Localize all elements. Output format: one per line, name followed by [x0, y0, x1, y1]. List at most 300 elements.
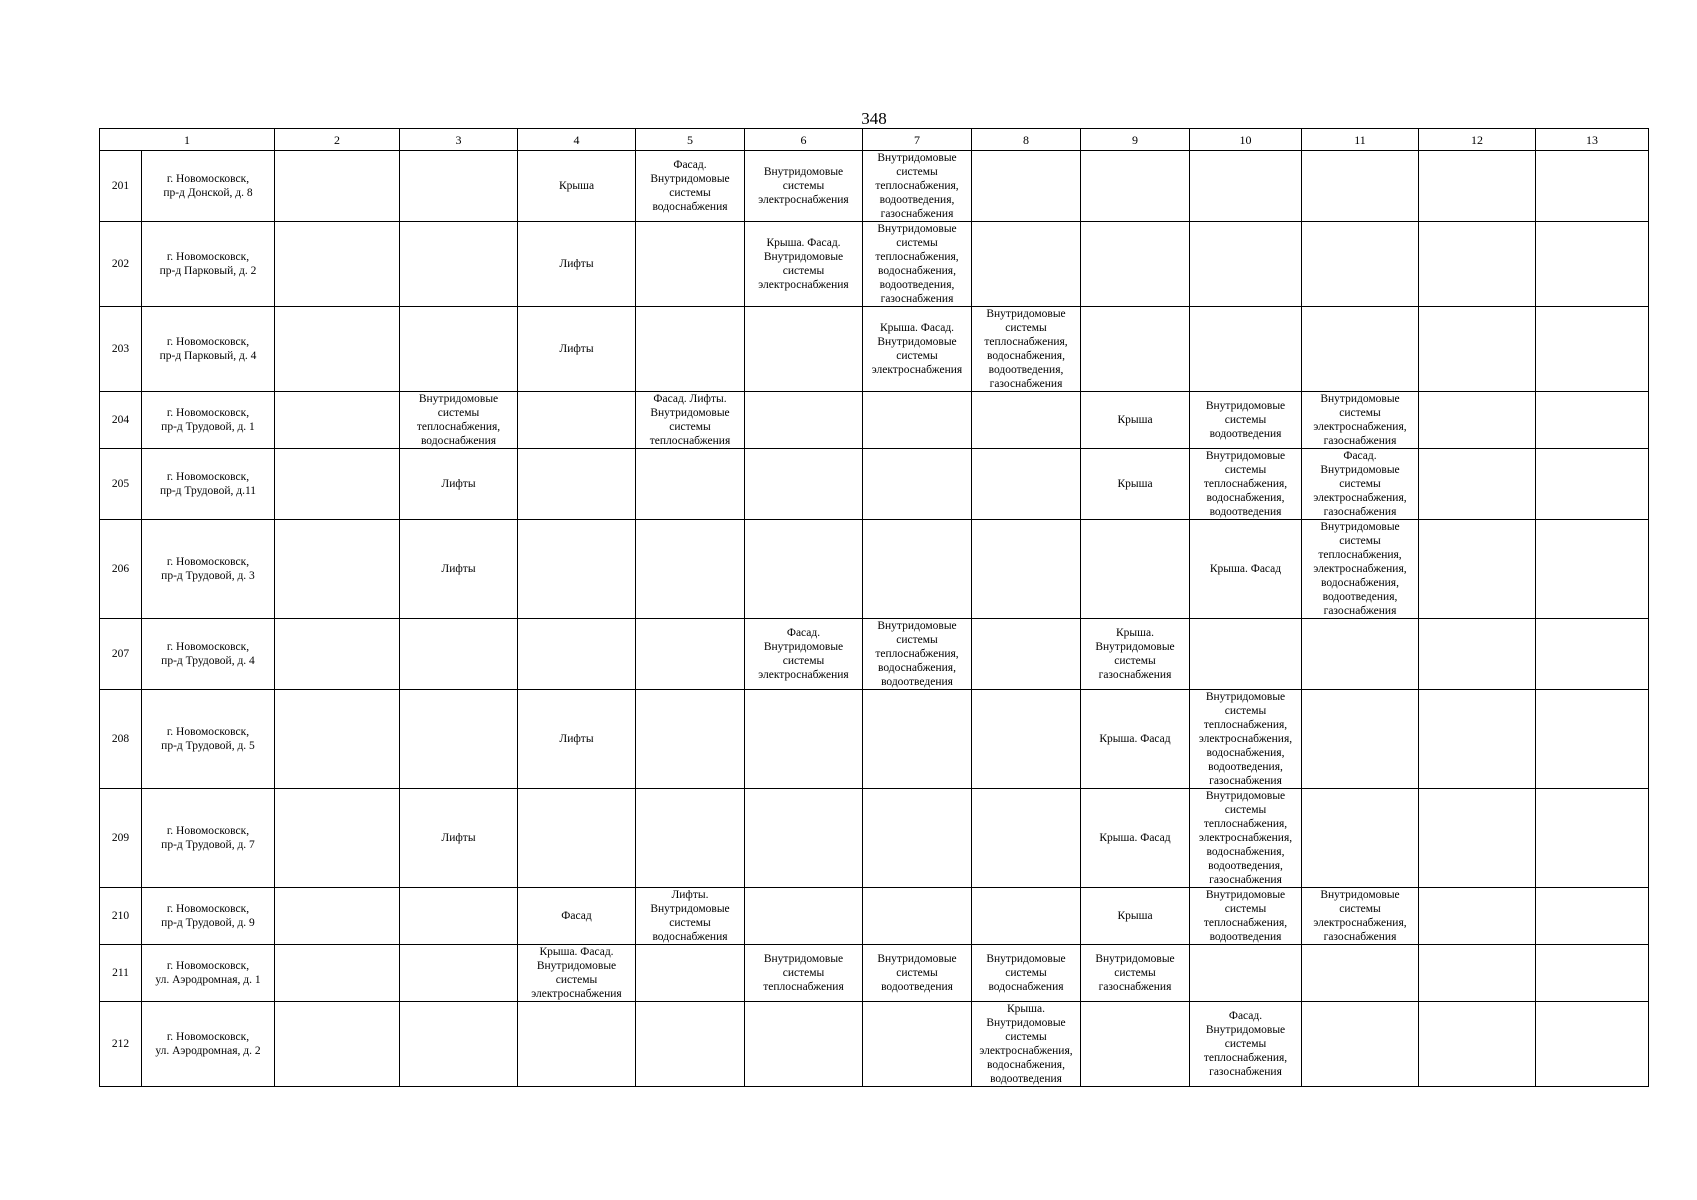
work-type-cell-col-7: [863, 151, 972, 222]
work-type-cell-col-8: [972, 222, 1081, 307]
work-type-cell-col-10: [1190, 449, 1302, 520]
work-type-line: газоснабжения: [1209, 874, 1282, 886]
work-type-line: теплоснабжения: [649, 435, 731, 447]
work-type-cell-col-13: [1536, 520, 1649, 619]
table-row: [100, 789, 1649, 888]
work-type-line: Фасад.: [1228, 1010, 1263, 1022]
work-type-line: газоснабжения: [1098, 669, 1172, 681]
work-type-line: системы: [555, 974, 598, 986]
column-header: 2: [275, 129, 400, 151]
work-type-line: водоснабжения,: [1206, 747, 1285, 759]
work-type-cell-col-10: [1190, 690, 1302, 789]
work-type-cell-col-12: [1419, 449, 1536, 520]
work-type-line: системы: [896, 166, 938, 178]
row-number-cell: 210: [100, 888, 142, 945]
work-type-line: теплоснабжения,: [416, 421, 501, 433]
work-type-cell-col-11: [1302, 307, 1419, 392]
work-type-line: Фасад.: [1343, 450, 1377, 462]
table-row: [100, 945, 1649, 1002]
work-type-cell-col-9: [1081, 449, 1190, 520]
work-type-line: системы: [669, 917, 711, 929]
address-line: пр-д Донской, д. 8: [163, 187, 253, 199]
work-type-line: Внутридомовые: [763, 251, 844, 263]
work-type-cell-col-12: [1419, 151, 1536, 222]
work-type-line: системы: [1224, 464, 1267, 476]
work-type-line: водоотведения: [881, 981, 953, 993]
work-type-cell-col-6: [745, 690, 863, 789]
work-type-line: теплоснабжения,: [1203, 478, 1288, 490]
work-type-cell-col-10: [1190, 945, 1302, 1002]
work-type-cell-col-2: [275, 888, 400, 945]
work-type-line: газоснабжения: [880, 208, 954, 220]
work-type-line: системы: [1005, 1031, 1047, 1043]
work-type-cell-col-13: [1536, 151, 1649, 222]
work-type-cell-col-7: [863, 307, 972, 392]
work-type-cell-col-2: [275, 619, 400, 690]
work-type-cell-col-7: [863, 520, 972, 619]
work-type-line: Внутридомовые: [877, 152, 957, 164]
work-type-line: Лифты.: [671, 889, 709, 901]
column-header: 6: [745, 129, 863, 151]
work-type-line: Лифты: [559, 343, 594, 355]
work-type-cell-col-11: [1302, 222, 1419, 307]
work-type-cell-col-6: [745, 392, 863, 449]
work-type-cell-col-10: [1190, 151, 1302, 222]
row-number-cell: 202: [100, 222, 142, 307]
work-type-cell-col-2: [275, 945, 400, 1002]
work-type-cell-col-10: [1190, 520, 1302, 619]
work-type-cell-col-11: [1302, 690, 1419, 789]
work-type-cell-col-3: [400, 789, 518, 888]
work-type-line: Фасад. Лифты.: [653, 393, 727, 405]
work-type-cell-col-4: [518, 789, 636, 888]
address-cell: [142, 307, 275, 392]
work-type-cell-col-8: [972, 619, 1081, 690]
table-row: [100, 520, 1649, 619]
address-cell: [142, 520, 275, 619]
work-type-cell-col-2: [275, 449, 400, 520]
work-type-cell-col-8: [972, 690, 1081, 789]
work-type-cell-col-6: [745, 619, 863, 690]
work-type-cell-col-3: [400, 222, 518, 307]
work-type-line: теплоснабжения,: [1318, 549, 1402, 561]
work-type-cell-col-8: [972, 520, 1081, 619]
page-number: 348: [861, 109, 887, 128]
work-type-cell-col-8: [972, 151, 1081, 222]
column-header: 7: [863, 129, 972, 151]
work-type-line: Лифты: [559, 258, 594, 270]
address-cell: [142, 1002, 275, 1087]
work-type-line: Внутридомовые: [986, 953, 1066, 965]
work-type-cell-col-11: [1302, 1002, 1419, 1087]
work-type-line: Внутридомовые: [1205, 691, 1286, 703]
work-type-cell-col-13: [1536, 945, 1649, 1002]
address-cell: [142, 690, 275, 789]
work-type-cell-col-13: [1536, 690, 1649, 789]
repair-schedule-table: [99, 128, 1649, 1087]
work-type-cell-col-4: [518, 392, 636, 449]
work-type-cell-col-11: [1302, 945, 1419, 1002]
work-type-line: системы: [1339, 903, 1381, 915]
work-type-cell-col-13: [1536, 789, 1649, 888]
work-type-line: Крыша: [1117, 414, 1153, 426]
work-type-line: Лифты: [441, 832, 476, 844]
work-type-line: системы: [437, 407, 480, 419]
work-type-cell-col-10: [1190, 1002, 1302, 1087]
work-type-cell-col-8: [972, 789, 1081, 888]
address-line: ул. Аэродромная, д. 2: [155, 1045, 261, 1057]
work-type-cell-col-9: [1081, 151, 1190, 222]
address-line: г. Новомосковск,: [166, 251, 250, 263]
work-type-cell-col-12: [1419, 307, 1536, 392]
address-line: пр-д Трудовой, д. 9: [161, 917, 255, 929]
row-number-cell: 206: [100, 520, 142, 619]
work-type-cell-col-10: [1190, 307, 1302, 392]
work-type-cell-col-3: [400, 690, 518, 789]
work-type-line: Внутридомовые: [1320, 889, 1400, 901]
address-cell: [142, 888, 275, 945]
work-type-line: системы: [1339, 407, 1381, 419]
work-type-cell-col-7: [863, 1002, 972, 1087]
work-type-cell-col-9: [1081, 789, 1190, 888]
work-type-cell-col-10: [1190, 392, 1302, 449]
work-type-cell-col-5: [636, 151, 745, 222]
work-type-line: водоотведения,: [1208, 860, 1283, 872]
work-type-cell-col-13: [1536, 1002, 1649, 1087]
work-type-line: Внутридомовые: [986, 308, 1066, 320]
column-header: 4: [518, 129, 636, 151]
address-cell: [142, 151, 275, 222]
work-type-line: системы: [1114, 967, 1156, 979]
work-type-line: системы: [896, 350, 938, 362]
address-line: г. Новомосковск,: [166, 825, 250, 837]
work-type-cell-col-3: [400, 307, 518, 392]
work-type-line: газоснабжения: [1323, 931, 1397, 943]
work-type-cell-col-6: [745, 945, 863, 1002]
work-type-line: системы: [669, 187, 711, 199]
work-type-line: системы: [896, 634, 938, 646]
work-type-line: Внутридомовые: [763, 166, 844, 178]
work-type-line: Крыша: [558, 180, 595, 192]
work-type-cell-col-13: [1536, 222, 1649, 307]
work-type-cell-col-2: [275, 690, 400, 789]
work-type-line: электроснабжения: [531, 988, 622, 1000]
work-type-line: Внутридомовые: [1095, 953, 1175, 965]
work-type-line: Крыша. Фасад: [1099, 832, 1171, 844]
table-row: [100, 888, 1649, 945]
work-type-cell-col-12: [1419, 789, 1536, 888]
work-type-line: водоснабжения,: [1206, 846, 1285, 858]
row-number-cell: 203: [100, 307, 142, 392]
table-row: [100, 1002, 1649, 1087]
work-type-cell-col-13: [1536, 392, 1649, 449]
work-type-line: водоотведения,: [1322, 591, 1398, 603]
work-type-line: Внутридомовые: [1205, 400, 1286, 412]
work-type-line: Крыша. Фасад.: [539, 946, 614, 958]
work-type-cell-col-4: [518, 1002, 636, 1087]
work-type-cell-col-6: [745, 520, 863, 619]
work-type-cell-col-4: [518, 222, 636, 307]
work-type-cell-col-3: [400, 1002, 518, 1087]
work-type-line: водоснабжения: [652, 931, 728, 943]
work-type-cell-col-5: [636, 392, 745, 449]
work-type-cell-col-6: [745, 789, 863, 888]
address-line: г. Новомосковск,: [166, 173, 250, 185]
table-row: [100, 392, 1649, 449]
table-row: [100, 619, 1649, 690]
work-type-cell-col-7: [863, 392, 972, 449]
work-type-cell-col-4: [518, 151, 636, 222]
address-line: г. Новомосковск,: [166, 556, 250, 568]
work-type-cell-col-12: [1419, 690, 1536, 789]
work-type-line: системы: [669, 421, 711, 433]
work-type-cell-col-4: [518, 449, 636, 520]
work-type-line: системы: [1339, 478, 1381, 490]
work-type-line: системы: [1224, 804, 1267, 816]
work-type-cell-col-12: [1419, 392, 1536, 449]
row-number-cell: 209: [100, 789, 142, 888]
work-type-cell-col-2: [275, 1002, 400, 1087]
address-line: г. Новомосковск,: [166, 407, 250, 419]
address-cell: [142, 392, 275, 449]
row-number-cell: 205: [100, 449, 142, 520]
work-type-line: системы: [782, 967, 825, 979]
work-type-cell-col-9: [1081, 520, 1190, 619]
work-type-cell-col-13: [1536, 307, 1649, 392]
work-type-cell-col-9: [1081, 392, 1190, 449]
address-line: пр-д Парковый, д. 2: [159, 265, 257, 277]
work-type-line: газоснабжения: [1323, 605, 1397, 617]
work-type-cell-col-2: [275, 520, 400, 619]
work-type-line: водоотведения: [1209, 428, 1282, 440]
work-type-line: водоотведения,: [879, 279, 955, 291]
work-type-cell-col-5: [636, 945, 745, 1002]
work-type-cell-col-8: [972, 307, 1081, 392]
work-type-cell-col-5: [636, 307, 745, 392]
work-type-cell-col-9: [1081, 619, 1190, 690]
work-type-line: Фасад.: [673, 159, 707, 171]
work-type-cell-col-7: [863, 789, 972, 888]
work-type-line: теплоснабжения,: [1203, 1052, 1288, 1064]
work-type-cell-col-9: [1081, 222, 1190, 307]
work-type-cell-col-5: [636, 690, 745, 789]
work-type-line: водоотведения: [1209, 506, 1282, 518]
work-type-line: водоснабжения,: [987, 350, 1065, 362]
address-line: г. Новомосковск,: [166, 1031, 250, 1043]
work-type-line: водоотведения,: [879, 194, 955, 206]
work-type-line: системы: [782, 265, 825, 277]
work-type-line: системы: [782, 655, 825, 667]
work-type-line: Внутридомовые: [650, 407, 730, 419]
work-type-line: водоснабжения: [420, 435, 497, 447]
work-type-line: системы: [1114, 655, 1156, 667]
work-type-line: Внутридомовые: [763, 641, 844, 653]
work-type-cell-col-9: [1081, 888, 1190, 945]
work-type-line: Крыша. Фасад.: [766, 237, 841, 249]
table-body: [100, 151, 1649, 1087]
work-type-cell-col-7: [863, 945, 972, 1002]
work-type-line: газоснабжения: [1209, 775, 1282, 787]
work-type-line: газоснабжения: [1323, 506, 1397, 518]
work-type-cell-col-6: [745, 307, 863, 392]
work-type-line: Лифты: [441, 563, 476, 575]
work-type-line: электроснабжения: [758, 669, 849, 681]
work-type-line: газоснабжения: [1098, 981, 1172, 993]
work-type-cell-col-9: [1081, 307, 1190, 392]
work-type-cell-col-5: [636, 888, 745, 945]
address-cell: [142, 945, 275, 1002]
work-type-line: Внутридомовые: [536, 960, 617, 972]
work-type-line: Крыша. Фасад.: [879, 322, 955, 334]
work-type-line: водоотведения,: [988, 364, 1064, 376]
work-type-cell-col-4: [518, 520, 636, 619]
work-type-cell-col-4: [518, 945, 636, 1002]
work-type-line: системы: [896, 237, 938, 249]
work-type-line: водоснабжения: [652, 201, 728, 213]
work-type-cell-col-10: [1190, 888, 1302, 945]
work-type-line: Внутридомовые: [1320, 464, 1400, 476]
work-type-line: водоотведения: [1209, 931, 1282, 943]
work-type-line: водоснабжения,: [878, 265, 956, 277]
work-type-cell-col-2: [275, 307, 400, 392]
column-header: 9: [1081, 129, 1190, 151]
work-type-cell-col-7: [863, 449, 972, 520]
work-type-cell-col-8: [972, 449, 1081, 520]
work-type-cell-col-11: [1302, 619, 1419, 690]
work-type-cell-col-8: [972, 945, 1081, 1002]
work-type-line: системы: [1224, 1038, 1267, 1050]
work-type-line: газоснабжения: [880, 293, 954, 305]
work-type-line: Фасад: [561, 910, 592, 922]
table-row: [100, 307, 1649, 392]
address-cell: [142, 222, 275, 307]
work-type-cell-col-6: [745, 888, 863, 945]
work-type-line: теплоснабжения,: [875, 180, 959, 192]
work-type-line: водоотведения: [990, 1073, 1062, 1085]
address-cell: [142, 619, 275, 690]
work-type-line: электроснабжения: [758, 279, 849, 291]
row-number-cell: 207: [100, 619, 142, 690]
work-type-line: Крыша. Фасад: [1209, 563, 1282, 575]
work-type-line: газоснабжения: [989, 378, 1063, 390]
work-type-cell-col-12: [1419, 619, 1536, 690]
work-type-line: электроснабжения,: [1313, 563, 1407, 575]
work-type-cell-col-6: [745, 1002, 863, 1087]
work-type-cell-col-3: [400, 392, 518, 449]
work-type-cell-col-2: [275, 151, 400, 222]
work-type-line: теплоснабжения,: [984, 336, 1068, 348]
work-type-line: водоотведения,: [1208, 761, 1283, 773]
work-type-cell-col-12: [1419, 945, 1536, 1002]
work-type-line: водоснабжения: [988, 981, 1064, 993]
work-type-cell-col-2: [275, 392, 400, 449]
table-row: [100, 690, 1649, 789]
work-type-line: Внутридомовые: [1095, 641, 1175, 653]
work-type-line: Внутридомовые: [418, 393, 499, 405]
work-type-cell-col-11: [1302, 449, 1419, 520]
row-number-cell: 204: [100, 392, 142, 449]
work-type-line: Внутридомовые: [1205, 1024, 1286, 1036]
address-line: г. Новомосковск,: [166, 336, 250, 348]
work-type-cell-col-12: [1419, 888, 1536, 945]
address-line: пр-д Трудовой, д. 5: [161, 740, 255, 752]
work-type-line: теплоснабжения,: [1203, 917, 1288, 929]
work-type-line: системы: [896, 967, 938, 979]
column-number-row: [100, 129, 1649, 151]
work-type-cell-col-4: [518, 888, 636, 945]
work-type-cell-col-5: [636, 222, 745, 307]
work-type-line: электроснабжения,: [1198, 733, 1293, 745]
address-line: пр-д Трудовой, д. 1: [161, 421, 255, 433]
address-line: ул. Аэродромная, д. 1: [155, 974, 261, 986]
work-type-cell-col-12: [1419, 520, 1536, 619]
work-type-line: Внутридомовые: [1320, 521, 1400, 533]
column-header: 8: [972, 129, 1081, 151]
work-type-line: электроснабжения: [758, 194, 849, 206]
work-type-cell-col-5: [636, 619, 745, 690]
work-type-line: теплоснабжения,: [875, 648, 959, 660]
work-type-line: Крыша. Фасад: [1099, 733, 1171, 745]
work-type-cell-col-3: [400, 151, 518, 222]
work-type-line: системы: [1224, 705, 1267, 717]
work-type-cell-col-8: [972, 1002, 1081, 1087]
work-type-line: электроснабжения,: [1313, 492, 1407, 504]
work-type-cell-col-11: [1302, 888, 1419, 945]
work-type-cell-col-5: [636, 520, 745, 619]
work-type-cell-col-11: [1302, 520, 1419, 619]
address-cell: [142, 789, 275, 888]
work-type-line: газоснабжения: [1209, 1066, 1282, 1078]
work-type-line: системы: [1005, 322, 1047, 334]
work-type-line: Крыша.: [1007, 1003, 1045, 1015]
work-type-cell-col-5: [636, 1002, 745, 1087]
work-type-cell-col-7: [863, 619, 972, 690]
work-type-line: Внутридомовые: [650, 173, 730, 185]
work-type-line: газоснабжения: [1323, 435, 1397, 447]
work-type-cell-col-9: [1081, 690, 1190, 789]
work-type-cell-col-12: [1419, 1002, 1536, 1087]
address-line: пр-д Трудовой, д.11: [159, 485, 257, 497]
table-row: [100, 151, 1649, 222]
work-type-line: системы: [1224, 903, 1267, 915]
work-type-cell-col-11: [1302, 151, 1419, 222]
work-type-cell-col-5: [636, 449, 745, 520]
work-type-line: водоснабжения,: [1321, 577, 1399, 589]
work-type-line: электроснабжения,: [1313, 917, 1407, 929]
work-type-line: Крыша.: [1116, 627, 1154, 639]
work-type-cell-col-4: [518, 619, 636, 690]
work-type-line: Внутридомовые: [1205, 450, 1286, 462]
work-type-cell-col-12: [1419, 222, 1536, 307]
work-type-cell-col-6: [745, 449, 863, 520]
work-type-cell-col-10: [1190, 619, 1302, 690]
work-type-line: теплоснабжения: [763, 981, 844, 993]
work-type-cell-col-2: [275, 222, 400, 307]
work-type-line: Фасад.: [786, 627, 821, 639]
address-line: г. Новомосковск,: [166, 903, 250, 915]
work-type-line: теплоснабжения,: [1203, 818, 1288, 830]
work-type-line: Внутридомовые: [877, 336, 957, 348]
work-type-line: системы: [782, 180, 825, 192]
work-type-line: системы: [1339, 535, 1381, 547]
work-type-line: Крыша: [1117, 478, 1153, 490]
work-type-line: Лифты: [559, 733, 594, 745]
work-type-cell-col-11: [1302, 392, 1419, 449]
table-row: [100, 449, 1649, 520]
work-type-line: Внутридомовые: [877, 953, 957, 965]
work-type-line: Внутридомовые: [1320, 393, 1400, 405]
table-row: [100, 222, 1649, 307]
